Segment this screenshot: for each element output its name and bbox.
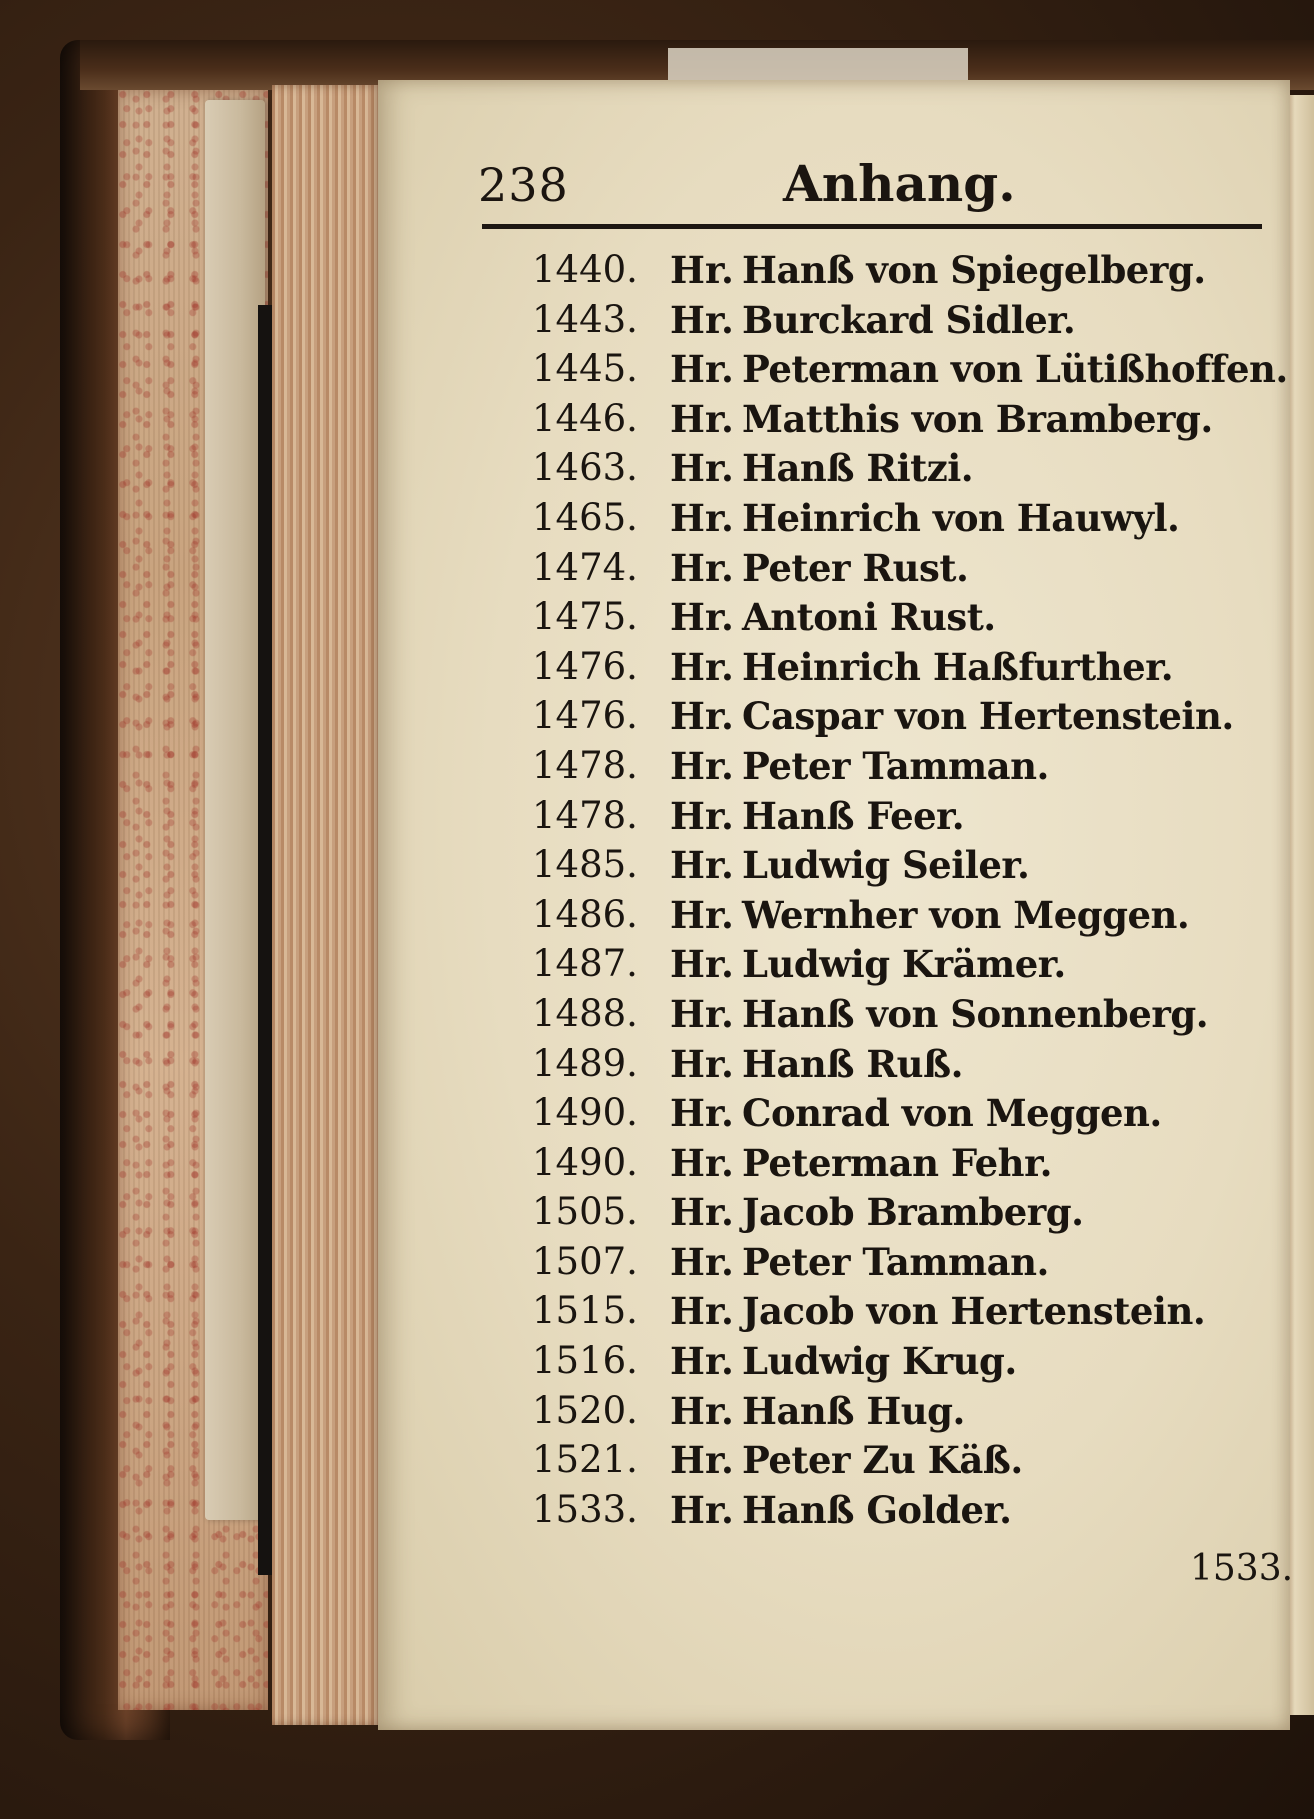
entry-title: Hr.: [670, 545, 734, 590]
list-item: [532, 446, 1252, 496]
list-item: [532, 992, 1252, 1042]
list-item: [532, 595, 1252, 645]
list-item: [532, 1339, 1252, 1389]
entry-year: 1465.: [532, 495, 638, 539]
entry-title: Hr.: [670, 1041, 734, 1086]
entry-name: Antoni Rust.: [742, 595, 996, 640]
entry-year: 1516.: [532, 1339, 638, 1383]
entry-title: Hr.: [670, 892, 734, 937]
entry-title: Hr.: [670, 1091, 734, 1136]
entry-name: Caspar von Hertenstein.: [742, 694, 1234, 739]
catchword: 1533.: [1190, 1548, 1294, 1589]
entry-title: Hr.: [670, 743, 734, 788]
entry-name: Hanß von Sonnenberg.: [742, 991, 1209, 1036]
entry-name: Hanß Ritzi.: [742, 446, 974, 491]
entry-year: 1478.: [532, 743, 638, 787]
entry-title: Hr.: [670, 1388, 734, 1433]
entry-name: Peter Zu Käß.: [742, 1438, 1023, 1483]
entry-year: 1476.: [532, 644, 638, 688]
list-item: [532, 942, 1252, 992]
entry-year: 1476.: [532, 694, 638, 738]
entry-title: Hr.: [670, 1438, 734, 1483]
entry-name: Wernher von Meggen.: [742, 892, 1190, 937]
list-item: [532, 1042, 1252, 1092]
entry-name: Hanß Hug.: [742, 1388, 965, 1433]
entry-name: Matthis von Bramberg.: [742, 396, 1213, 441]
entry-name: Conrad von Meggen.: [742, 1091, 1162, 1136]
page-header: [478, 154, 1258, 228]
entry-year: 1507.: [532, 1239, 638, 1283]
entry-year: 1488.: [532, 991, 638, 1035]
entry-year: 1486.: [532, 892, 638, 936]
entry-year: 1445.: [532, 347, 638, 391]
entry-title: Hr.: [670, 1190, 734, 1235]
entry-name: Ludwig Seiler.: [742, 843, 1030, 888]
list-item: [532, 645, 1252, 695]
entry-title: Hr.: [670, 595, 734, 640]
entry-year: 1443.: [532, 297, 638, 341]
entry-title: Hr.: [670, 1289, 734, 1334]
entry-title: Hr.: [670, 1487, 734, 1532]
entry-title: Hr.: [670, 1140, 734, 1185]
entry-title: Hr.: [670, 991, 734, 1036]
entry-title: Hr.: [670, 694, 734, 739]
entry-title: Hr.: [670, 843, 734, 888]
list-item: [532, 1488, 1252, 1538]
entry-title: Hr.: [670, 347, 734, 392]
paper-label: [668, 48, 968, 82]
entry-name: Ludwig Krämer.: [742, 942, 1066, 987]
list-item: [532, 694, 1252, 744]
entry-name: Hanß Ruß.: [742, 1041, 963, 1086]
entry-year: 1515.: [532, 1289, 638, 1333]
paper-flap: [205, 100, 265, 1520]
entry-name: Hanß Feer.: [742, 793, 965, 838]
list-item: [532, 843, 1252, 893]
list-item: [532, 1438, 1252, 1488]
entry-year: 1489.: [532, 1041, 638, 1085]
list-item: [532, 794, 1252, 844]
entry-name: Heinrich von Hauwyl.: [742, 495, 1180, 540]
entry-year: 1440.: [532, 248, 638, 291]
entry-name: Heinrich Haßfurther.: [742, 644, 1174, 689]
entry-name: Hanß von Spiegelberg.: [742, 248, 1206, 292]
entry-name: Peter Tamman.: [742, 1239, 1049, 1284]
list-item: [532, 1389, 1252, 1439]
list-item: [532, 347, 1288, 397]
list-item: [532, 744, 1252, 794]
entry-name: Peterman von Lütißhoffen.: [742, 347, 1288, 392]
list-item: [532, 1091, 1252, 1141]
entry-year: 1505.: [532, 1190, 638, 1234]
entry-year: 1446.: [532, 396, 638, 440]
page-number: 238: [478, 158, 569, 212]
entry-year: 1463.: [532, 446, 638, 490]
entry-title: Hr.: [670, 495, 734, 540]
entry-name: Ludwig Krug.: [742, 1339, 1017, 1384]
entry-year: 1521.: [532, 1438, 638, 1482]
list-item: [532, 1190, 1252, 1240]
entry-year: 1490.: [532, 1091, 638, 1135]
list-item: [532, 1141, 1252, 1191]
entry-name: Jacob Bramberg.: [742, 1190, 1084, 1235]
entry-title: Hr.: [670, 942, 734, 987]
entry-year: 1475.: [532, 595, 638, 639]
entry-name: Peterman Fehr.: [742, 1140, 1053, 1185]
entry-title: Hr.: [670, 248, 734, 292]
entry-title: Hr.: [670, 396, 734, 441]
entry-title: Hr.: [670, 446, 734, 491]
list-item: [532, 298, 1252, 348]
entry-title: Hr.: [670, 644, 734, 689]
entry-list: [532, 248, 1288, 1537]
entry-year: 1474.: [532, 545, 638, 589]
entry-title: Hr.: [670, 1339, 734, 1384]
list-item: [532, 1289, 1252, 1339]
entry-title: Hr.: [670, 793, 734, 838]
page-edges-mid: [272, 85, 382, 1725]
list-item: [532, 546, 1252, 596]
entry-name: Peter Rust.: [742, 545, 969, 590]
list-item: [532, 1240, 1252, 1290]
entry-year: 1478.: [532, 793, 638, 837]
header-rule: [482, 224, 1262, 229]
entry-name: Jacob von Hertenstein.: [742, 1289, 1206, 1334]
entry-year: 1487.: [532, 942, 638, 986]
list-item: [532, 248, 1252, 298]
entry-name: Peter Tamman.: [742, 743, 1049, 788]
entry-title: Hr.: [670, 297, 734, 342]
entry-year: 1533.: [532, 1487, 638, 1531]
entry-title: Hr.: [670, 1239, 734, 1284]
entry-year: 1520.: [532, 1388, 638, 1432]
entry-name: Hanß Golder.: [742, 1487, 1012, 1532]
list-item: [532, 893, 1252, 943]
entry-name: Burckard Sidler.: [742, 297, 1076, 342]
entry-year: 1490.: [532, 1140, 638, 1184]
list-item: [532, 496, 1252, 546]
running-head: Anhang.: [783, 154, 1016, 213]
list-item: [532, 397, 1252, 447]
entry-year: 1485.: [532, 843, 638, 887]
